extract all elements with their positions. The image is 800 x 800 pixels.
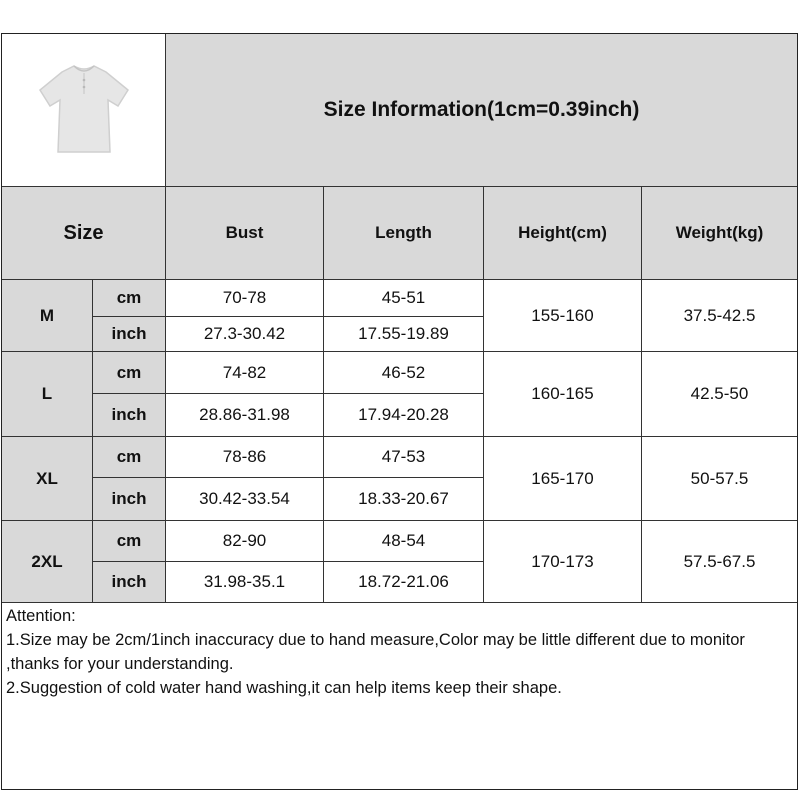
length-cm <box>324 437 484 478</box>
bust-inch-value: 31.98-35.1 <box>203 572 286 591</box>
bust-cm-value: 74-82 <box>222 362 267 382</box>
header-length <box>324 187 484 280</box>
unit-inch <box>93 394 166 437</box>
notes-line-1: 1.Size may be 2cm/1inch inaccuracy due to hand measure,Color may be little different due to monitor ,thanks for your understanding. <box>6 631 745 673</box>
length-cm <box>324 280 484 317</box>
size-2xl-text: 2XL <box>31 551 63 571</box>
bust-inch <box>166 394 324 437</box>
header-weight-label: Weight(kg) <box>675 223 764 242</box>
size-xl-text: XL <box>36 468 58 488</box>
product-image-cell <box>2 34 166 187</box>
title-text: Size Information(1cm=0.39inch) <box>323 98 640 121</box>
size-l-text: L <box>41 384 53 403</box>
weight-value: 57.5-67.5 <box>683 551 756 571</box>
size-label-xl <box>2 437 93 521</box>
bust-inch-value: 30.42-33.54 <box>199 489 290 508</box>
header-size <box>2 187 166 280</box>
unit-cm <box>93 437 166 478</box>
length-inch <box>324 478 484 521</box>
bust-cm <box>166 280 324 317</box>
height-range <box>484 352 642 437</box>
bust-inch <box>166 478 324 521</box>
length-cm-value: 46-52 <box>381 362 426 382</box>
header-bust <box>166 187 324 280</box>
bust-inch <box>166 317 324 352</box>
unit-cm-text: cm <box>116 531 142 550</box>
height-range <box>484 280 642 352</box>
length-cm-value: 48-54 <box>381 531 426 550</box>
attention-notes <box>6 604 791 700</box>
length-cm <box>324 521 484 562</box>
unit-inch <box>93 317 166 352</box>
weight-value: 50-57.5 <box>690 468 749 488</box>
unit-cm <box>93 521 166 562</box>
bust-inch-value: 28.86-31.98 <box>199 405 290 424</box>
header-size-label: Size <box>63 221 104 244</box>
bust-cm <box>166 521 324 562</box>
size-chart <box>1 33 798 790</box>
length-cm <box>324 352 484 394</box>
notes-heading: Attention: <box>6 607 76 625</box>
header-weight <box>642 187 797 280</box>
bust-cm-value: 82-90 <box>222 531 267 550</box>
weight-range <box>642 280 797 352</box>
unit-cm <box>93 280 166 317</box>
size-label-m <box>2 280 93 352</box>
unit-inch <box>93 562 166 603</box>
unit-inch-text: inch <box>111 489 147 508</box>
bust-cm-value: 78-86 <box>222 447 267 466</box>
height-range <box>484 521 642 603</box>
length-inch-value: 17.94-20.28 <box>358 405 449 424</box>
height-value: 160-165 <box>531 384 594 403</box>
bust-inch <box>166 562 324 603</box>
size-label-2xl <box>2 521 93 603</box>
height-range <box>484 437 642 521</box>
height-value: 170-173 <box>531 551 594 571</box>
weight-value: 37.5-42.5 <box>683 305 756 325</box>
height-value: 155-160 <box>531 305 594 325</box>
size-m-text: M <box>39 305 55 325</box>
unit-inch-text: inch <box>111 572 147 591</box>
header-length-label: Length <box>375 223 432 242</box>
header-bust-label: Bust <box>225 223 264 242</box>
page-title <box>166 34 797 187</box>
header-height <box>484 187 642 280</box>
weight-range <box>642 521 797 603</box>
bust-inch-value: 27.3-30.42 <box>203 324 286 343</box>
height-value: 165-170 <box>531 468 594 488</box>
short-sleeve-tshirt-icon <box>32 60 136 160</box>
unit-cm-text: cm <box>116 362 142 382</box>
header-height-label: Height(cm) <box>518 223 607 242</box>
length-inch <box>324 562 484 603</box>
length-inch-value: 18.72-21.06 <box>358 572 449 591</box>
weight-value: 42.5-50 <box>690 384 749 403</box>
bust-cm <box>166 352 324 394</box>
unit-inch <box>93 478 166 521</box>
notes-line-2: 2.Suggestion of cold water hand washing,it can help items keep their shape. <box>6 679 562 697</box>
weight-range <box>642 352 797 437</box>
length-inch-value: 18.33-20.67 <box>358 489 449 508</box>
unit-inch-text: inch <box>111 405 147 424</box>
length-cm-value: 47-53 <box>381 447 426 466</box>
length-inch <box>324 317 484 352</box>
unit-cm <box>93 352 166 394</box>
unit-inch-text: inch <box>111 324 147 343</box>
unit-cm-text: cm <box>116 447 142 466</box>
bust-cm <box>166 437 324 478</box>
length-inch <box>324 394 484 437</box>
weight-range <box>642 437 797 521</box>
bust-cm-value: 70-78 <box>222 288 267 307</box>
length-cm-value: 45-51 <box>381 288 426 307</box>
length-inch-value: 17.55-19.89 <box>358 324 449 343</box>
size-label-l <box>2 352 93 437</box>
unit-cm-text: cm <box>116 288 142 307</box>
